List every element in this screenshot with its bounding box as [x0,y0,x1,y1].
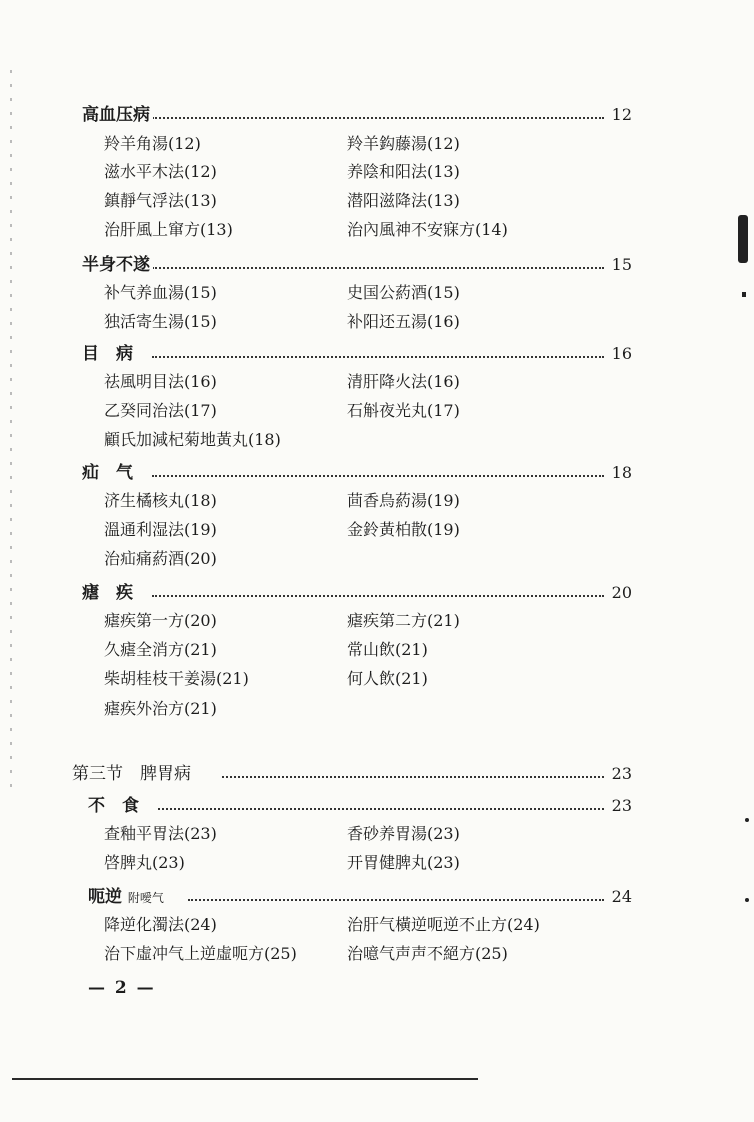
toc-entry: 开胃健脾丸(23) [347,853,460,872]
scan-mark [742,292,746,297]
leader-dots [152,117,604,119]
chapter-heading [72,761,632,787]
toc-entry: 补阳还五湯(16) [347,312,460,331]
toc-entry: 茴香烏葯湯(19) [347,491,460,510]
heading-title [88,884,167,911]
leader-dots [188,899,604,901]
toc-entry: 潜阳滋降法(13) [347,191,460,210]
toc-heading [82,252,632,278]
leader-dots [152,595,604,597]
toc-entry: 乙癸同治法(17) [104,401,217,420]
bottom-rule [12,1078,478,1080]
leader-dots [152,267,604,269]
leader-dots [222,776,604,778]
heading-title: 目 病 [82,341,136,367]
toc-entry: 治肝气橫逆呃逆不止方(24) [347,915,540,934]
scan-mark [745,818,749,822]
toc-entry: 查釉平胃法(23) [104,824,217,843]
toc-entry: 养陰和阳法(13) [347,162,460,181]
heading-title: 高血压病 [82,102,153,128]
toc-entry: 羚羊角湯(12) [104,134,201,153]
chapter-title: 第三节 脾胃病 [72,761,194,787]
heading-title: 瘧 疾 [82,580,136,606]
leader-dots [152,475,604,477]
toc-entry: 降逆化濁法(24) [104,915,217,934]
toc-entry: 何人飲(21) [347,669,428,688]
toc-entry: 滋水平木法(12) [104,162,217,181]
toc-entry: 溫通利湿法(19) [104,520,217,539]
toc-entry: 金鈴黃柏散(19) [347,520,460,539]
toc-entry: 常山飲(21) [347,640,428,659]
toc-entry: 祛風明目法(16) [104,372,217,391]
heading-page: 18 [610,460,632,486]
toc-heading [82,460,632,486]
toc-entry: 瘧疾外治方(21) [104,699,217,718]
toc-entry: 清肝降火法(16) [347,372,460,391]
toc-entry: 治疝痛葯酒(20) [104,549,217,568]
toc-entry: 羚羊鈎藤湯(12) [347,134,460,153]
heading-page: 16 [610,341,632,367]
heading-title: 不 食 [88,793,142,819]
toc-heading [82,341,632,367]
scan-margin-speckle [10,70,12,790]
heading-title: 疝 气 [82,460,136,486]
toc-entry: 济生橘核丸(18) [104,491,217,510]
toc-entry: 独活寄生湯(15) [104,312,217,331]
heading-page: 23 [610,793,632,819]
toc-entry: 补气养血湯(15) [104,283,217,302]
chapter-page: 23 [610,761,632,787]
toc-entry: 治下虛冲气上逆虛呃方(25) [104,944,297,963]
leader-dots [158,808,604,810]
heading-page: 12 [610,102,632,128]
toc-entry: 石斛夜光丸(17) [347,401,460,420]
toc-heading [88,884,632,910]
heading-title: 半身不遂 [82,252,153,278]
toc-entry: 顧氏加減杞菊地黃丸(18) [104,430,281,449]
heading-page: 20 [610,580,632,606]
toc-entry: 鎮靜气浮法(13) [104,191,217,210]
toc-entry: 瘧疾第一方(20) [104,611,217,630]
heading-note: 附噯气 [127,891,164,905]
toc-entry: 香砂养胃湯(23) [347,824,460,843]
toc-entry: 治噫气声声不絕方(25) [347,944,508,963]
scan-mark [745,898,749,902]
toc-heading [82,580,632,606]
toc-entry: 治內風神不安寐方(14) [347,220,508,239]
page-number: — 2 — [88,978,156,998]
toc-heading [88,793,632,819]
toc-entry: 柴胡桂枝干姜湯(21) [104,669,249,688]
scan-mark [738,215,748,263]
toc-entry: 久瘧全消方(21) [104,640,217,659]
toc-heading [82,102,632,128]
heading-page: 24 [610,884,632,910]
heading-page: 15 [610,252,632,278]
heading-title-text: 呃逆 [88,887,122,907]
toc-entry: 瘧疾第二方(21) [347,611,460,630]
toc-entry: 啓脾丸(23) [104,853,185,872]
toc-entry: 史国公葯酒(15) [347,283,460,302]
toc-entry: 治肝風上窜方(13) [104,220,233,239]
leader-dots [152,356,604,358]
